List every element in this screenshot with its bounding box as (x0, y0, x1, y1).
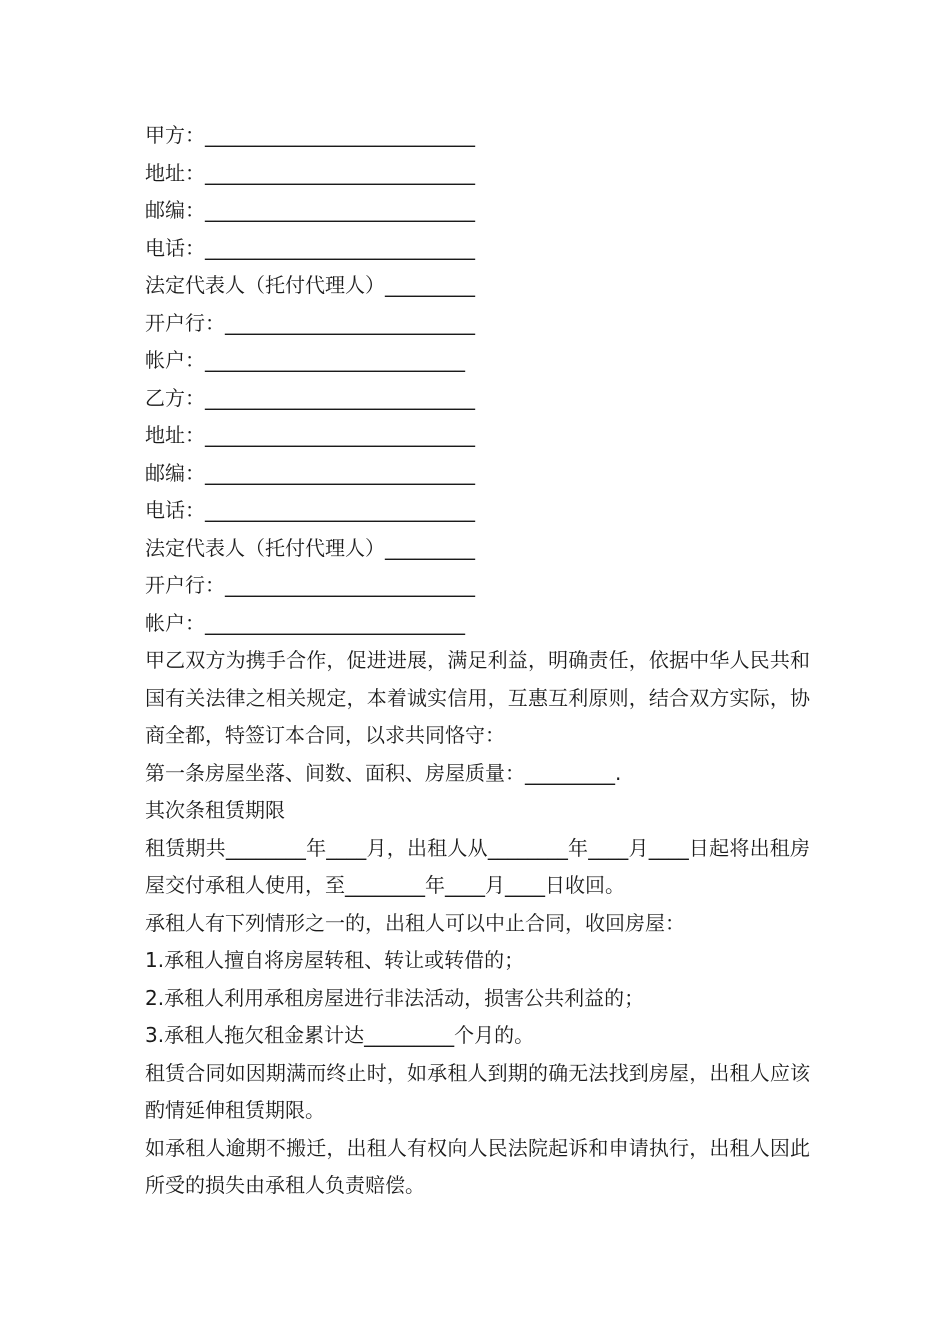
termination-item-3: 3.承租人拖欠租金累计达_________个月的。 (145, 1023, 535, 1047)
party-a-address: 地址：___________________________ (145, 160, 475, 185)
article-2-title: 其次条租赁期限 (145, 798, 285, 822)
party-a-phone: 电话：___________________________ (145, 235, 475, 260)
party-a-account: 帐户：__________________________ (145, 348, 465, 372)
overdue-clause: 如承租人逾期不搬迁，出租人有权向人民法院起诉和申请执行，出租人因此所受的损失由承租人负责赔偿。 (145, 1135, 810, 1197)
termination-intro: 承租人有下列情形之一的，出租人可以中止合同，收回房屋： (145, 910, 685, 935)
article-1: 第一条房屋坐落、间数、面积、房屋质量：_________. (145, 760, 622, 785)
party-b-representative: 法定代表人（托付代理人）_________ (145, 535, 475, 560)
lease-term-paragraph: 租赁期共________年____月，出租人从________年____月____日起将出租房屋交付承租人使用，至________年____月____日收回。 (145, 835, 810, 897)
party-a-bank: 开户行：_________________________ (145, 310, 475, 335)
party-b-address: 地址：___________________________ (145, 423, 475, 447)
party-b-postcode: 邮编：___________________________ (145, 460, 475, 485)
party-b-name: 乙方：___________________________ (145, 385, 475, 410)
party-a-postcode: 邮编：___________________________ (145, 198, 475, 222)
party-b-phone: 电话：___________________________ (145, 498, 475, 522)
party-b-account: 帐户：__________________________ (145, 610, 465, 635)
contract-page (145, 117, 810, 1205)
party-b-bank: 开户行：_________________________ (145, 573, 475, 597)
party-a-representative: 法定代表人（托付代理人）_________ (145, 273, 475, 297)
preamble-paragraph: 甲乙双方为携手合作，促进进展，满足利益，明确责任，依据中华人民共和国有关法律之相关规定，本着诚实信用，互惠互利原则，结合双方实际，协商全都，特签订本合同，以求共同恪守： (145, 648, 810, 747)
termination-item-1: 1.承租人擅自将房屋转租、转让或转借的； (145, 948, 525, 972)
party-a-name: 甲方：___________________________ (145, 123, 475, 147)
extension-clause: 租赁合同如因期满而终止时，如承租人到期的确无法找到房屋，出租人应该酌情延伸租赁期限。 (145, 1060, 810, 1122)
termination-item-2: 2.承租人利用承租房屋进行非法活动，损害公共利益的； (145, 985, 645, 1010)
